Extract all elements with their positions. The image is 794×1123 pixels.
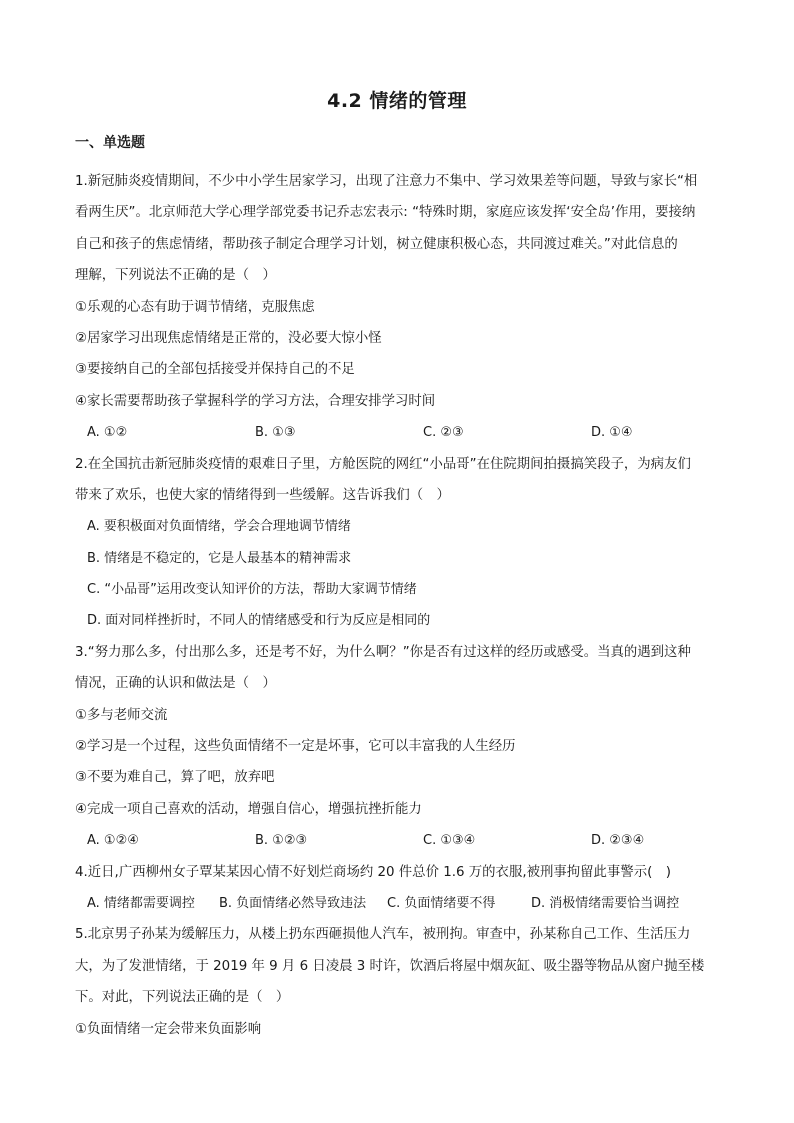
statement-item: ④完成一项自己喜欢的活动，增强自信心，增强抗挫折能力 [75,801,422,817]
answer-options [75,417,720,448]
option-b: B. ①②③ [255,833,308,849]
answer-options [75,888,720,919]
statement-item: ①乐观的心态有助于调节情绪，克服焦虑 [75,299,315,315]
option-c: C. ①③④ [423,833,476,849]
question-stem-line: 理解，下列说法不正确的是（ ） [75,268,276,284]
question-stem-line: 1.新冠肺炎疫情期间，不少中小学生居家学习，出现了注意力不集中、学习效果差等问题，导致与家长“相 [75,174,698,189]
option-b: B. 负面情绪必然导致违法 [219,895,367,911]
question-stem-line: 带来了欢乐，也使大家的情绪得到一些缓解。这告诉我们（ ） [75,487,450,503]
statement-item: ③不要为难自己，算了吧，放弃吧 [75,770,275,786]
question-stem-line: 自己和孩子的焦虑情绪，帮助孩子制定合理学习计划，树立健康积极心态，共同渡过难关。”对此信息的 [75,236,678,252]
statement-item: ①负面情绪一定会带来负面影响 [75,1021,262,1037]
question-stem-line: 下。对此，下列说法正确的是（ ） [75,990,290,1006]
question-stem-line: 情况，正确的认识和做法是（ ） [75,676,276,692]
option-b: B. ①③ [255,425,296,441]
option-a: A. ①② [87,425,128,441]
answer-options [75,825,720,856]
question-stem-line: 大，为了发泄情绪，于 2019 年 9 月 6 日凌晨 3 时许，饮酒后将屋中烟灰缸、吸尘器等物品从窗户抛至楼 [75,958,705,974]
option-d: D. 消极情绪需要恰当调控 [531,895,680,911]
option-a: A. ①②④ [87,833,139,849]
question-4 [75,857,720,920]
section-heading: 一、单选题 [75,135,145,151]
option-a: A. 情绪都需要调控 [87,895,195,911]
statement-item: ②居家学习出现焦虑情绪是正常的，没必要大惊小怪 [75,330,382,346]
statement-item: ②学习是一个过程，这些负面情绪不一定是坏事，它可以丰富我的人生经历 [75,739,516,755]
question-3 [75,637,720,857]
question-stem-line: 5.北京男子孙某为缓解压力，从楼上扔东西砸损他人汽车，被刑拘。审查中，孙某称自己工作、生活压力 [75,927,691,943]
option-d: D. ①④ [591,425,633,441]
option-b: B. 情绪是不稳定的，它是人最基本的精神需求 [87,550,352,566]
question-stem-line: 2.在全国抗击新冠肺炎疫情的艰难日子里，方舱医院的网红“小品哥”在住院期间拍摄搞笑段子，为病友们 [75,456,691,472]
statement-item: ④家长需要帮助孩子掌握科学的学习方法，合理安排学习时间 [75,393,436,409]
option-c: C. “小品哥”运用改变认知评价的方法，帮助大家调节情绪 [87,582,417,598]
question-list [75,166,720,1045]
option-d: D. ②③④ [591,833,645,849]
question-2 [75,449,720,637]
question-stem-line: 3.“努力那么多，付出那么多，还是考不好，为什么啊？”你是否有过这样的经历或感受。当真的遇到这种 [75,644,691,660]
option-a: A. 要积极面对负面情绪，学会合理地调节情绪 [87,519,351,535]
statement-item: ③要接纳自己的全部包括接受并保持自己的不足 [75,362,355,378]
statement-item: ①多与老师交流 [75,707,168,723]
option-c: C. ②③ [423,425,464,441]
question-stem-line: 4.近日,广西柳州女子覃某某因心情不好划烂商场约 20 件总价 1.6 万的衣服,被刑事拘留此事警示( ) [75,864,671,880]
option-d: D. 面对同样挫折时，不同人的情绪感受和行为反应是相同的 [87,613,431,629]
question-stem-line: 看两生厌”。北京师范大学心理学部党委书记乔志宏表示: “特殊时期，家庭应该发挥‘安全岛’作用，要接纳 [75,205,696,221]
question-1 [75,166,720,449]
question-5 [75,919,720,1045]
document-title: 4.2 情绪的管理 [327,90,467,112]
option-c: C. 负面情绪要不得 [387,895,496,911]
